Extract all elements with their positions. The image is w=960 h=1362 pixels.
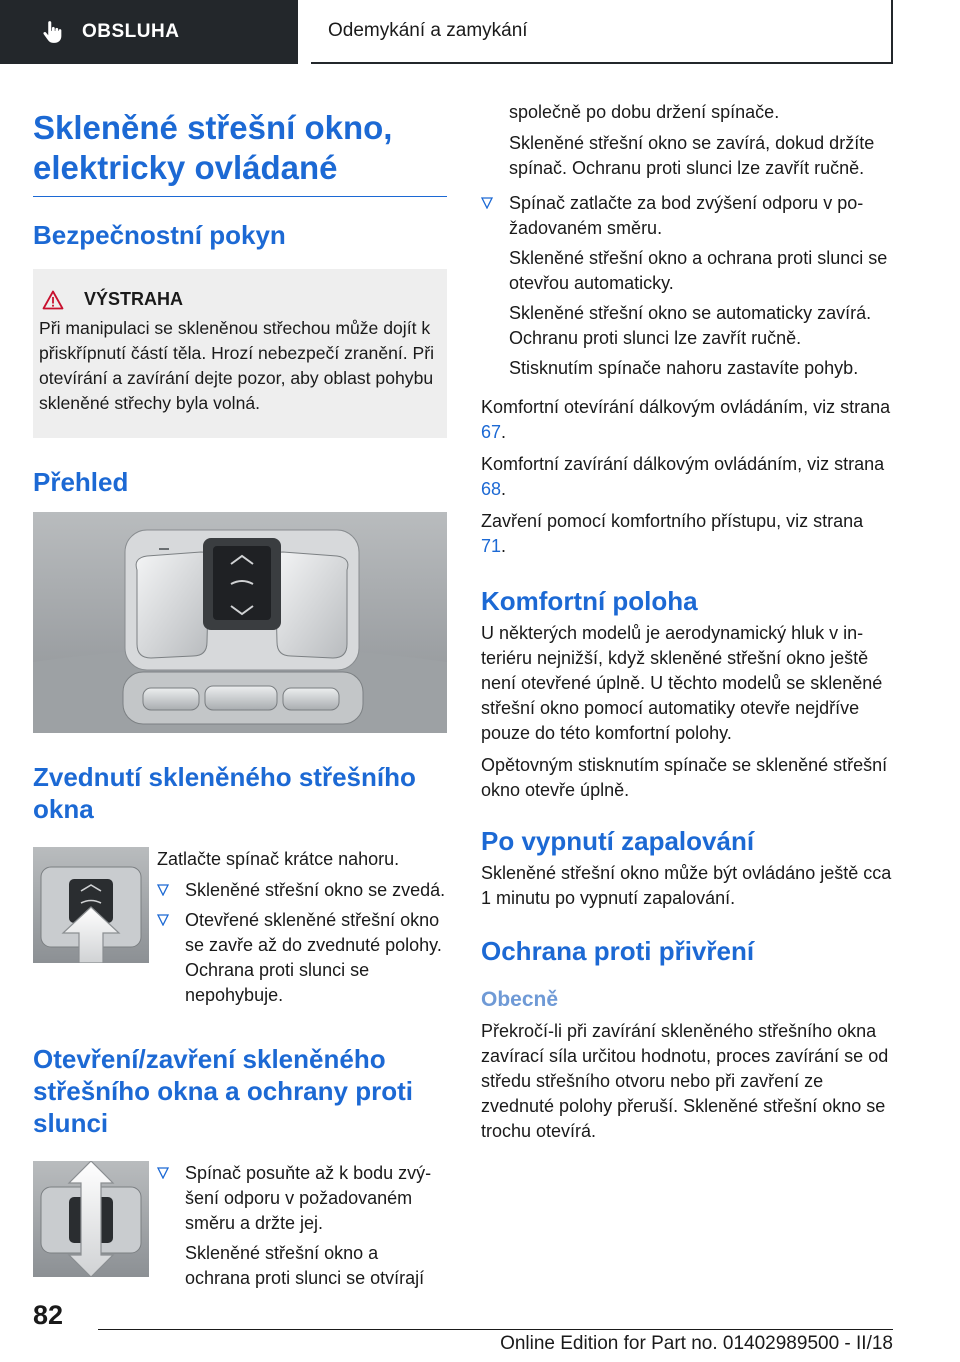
page-number: 82 <box>33 1300 64 1330</box>
warning-box <box>33 269 447 438</box>
bullet-triangle-icon <box>481 197 493 209</box>
footer-divider <box>98 1329 893 1330</box>
slide-switch-photo <box>33 1161 149 1277</box>
footer-edition: Online Edition for Part no. 01402989500 - II/18 <box>500 1333 893 1354</box>
bullet-triangle-icon <box>157 914 169 926</box>
chapter-label: Odemykání a zamykání <box>328 20 528 41</box>
open-close-bullet-2: Spínač zatlačte za bod zvýšení odporu v požadovaném směru. Skleněné střešní okno a ochrana proti slunci se otevřou automaticky. Skleněné střešní okno se automaticky zavírá. Ochranu proti slunci lze zavřít ručně. Stisknutím spínače nahoru zastavíte pohyb. <box>481 191 893 381</box>
overview-heading: Přehled <box>33 467 129 497</box>
page-title: Skleněné střešní okno, elektricky ovládané <box>33 100 447 197</box>
page-link-67[interactable]: 67 <box>481 422 502 442</box>
warning-triangle-icon <box>42 290 64 310</box>
pinch-text: Překročí-li při zavírání skleněného střešního okna zavírací síla určitou hodnotu, proces zavírání se od středu střešního otvoru nebo při zavření ze zvednuté polohy přeruší. Skleněné střešní okno se trochu otevírá. <box>481 1021 889 1141</box>
raise-bullet-1: Skleněné střešní okno se zvedá. <box>157 878 447 903</box>
left-column <box>33 100 447 1296</box>
raise-heading: Zvednutí skleněného střešního okna <box>33 762 416 824</box>
bullet-triangle-icon <box>157 1167 169 1179</box>
right-column <box>481 100 893 1144</box>
section-tab <box>0 0 298 64</box>
bullet-triangle-icon <box>157 884 169 896</box>
pinch-heading: Ochrana proti přivření <box>481 936 755 966</box>
pinch-subheading: Obecně <box>481 988 559 1011</box>
warning-label: VÝSTRAHA <box>84 289 184 309</box>
reference-67: Komfortní otevírání dálkovým ovládáním, viz strana 67. <box>481 397 891 442</box>
open-close-heading: Otevření/zavření skleněného střešního okna a ochrany proti slunci <box>33 1044 413 1138</box>
overview-photo <box>33 512 447 733</box>
hand-icon <box>40 19 66 45</box>
reference-71: Zavření pomocí komfortního přístupu, viz strana 71. <box>481 511 864 556</box>
raise-bullet-2: Otevřené skleněné střešní okno se zavře až do zvednuté polohy. Ochrana proti slunci se nepohybuje. <box>157 908 447 1008</box>
comfort-text-2: Opětovným stisknutím spínače se skleněné střešní okno otevře úplně. <box>481 755 888 800</box>
ignition-text: Skleněné střešní okno může být ovládáno ještě cca 1 minutu po vypnutí zapalování. <box>481 863 892 908</box>
warning-text: Při manipulaci se skleněnou střechou může dojít k přiskřípnutí částí těla. Hrozí nebezpečí zranění. Při otevírání a zavírání dejte pozor, aby oblast pohybu skleněné střechy byla volná. <box>39 318 435 413</box>
section-label: OBSLUHA <box>82 21 180 42</box>
chapter-header <box>311 0 893 64</box>
ignition-heading: Po vypnutí zapalování <box>481 826 755 856</box>
safety-heading: Bezpečnostní pokyn <box>33 220 286 250</box>
bullet-1-continuation: společně po dobu držení spínače. Skleněné střešní okno se zavírá, dokud držíte spínač. Ochranu proti slunci lze zavřít ručně. <box>509 102 875 178</box>
comfort-text-1: U některých modelů je aerodynamický hluk v interiéru nejnižší, když skleněné střešní okno ještě není otevřené úplně. U těchto modelů se skleněné střešní okno pomocí automatiky otevře nejdříve pouze do této komfortní polohy. <box>481 623 883 743</box>
page-link-71[interactable]: 71 <box>481 536 502 556</box>
raise-switch-photo <box>33 847 149 963</box>
raise-section <box>33 847 447 1013</box>
open-close-bullet-1: Spínač posuňte až k bodu zvýšení odporu v požadovaném směru a držte jej. Skleněné střešní okno a ochrana proti slunci se otvírají <box>157 1161 447 1291</box>
open-close-section <box>33 1161 447 1296</box>
raise-intro: Zatlačte spínač krátce nahoru. <box>157 849 400 869</box>
comfort-heading: Komfortní poloha <box>481 586 698 616</box>
reference-68: Komfortní zavírání dálkovým ovládáním, viz strana 68. <box>481 454 885 499</box>
page-link-68[interactable]: 68 <box>481 479 502 499</box>
